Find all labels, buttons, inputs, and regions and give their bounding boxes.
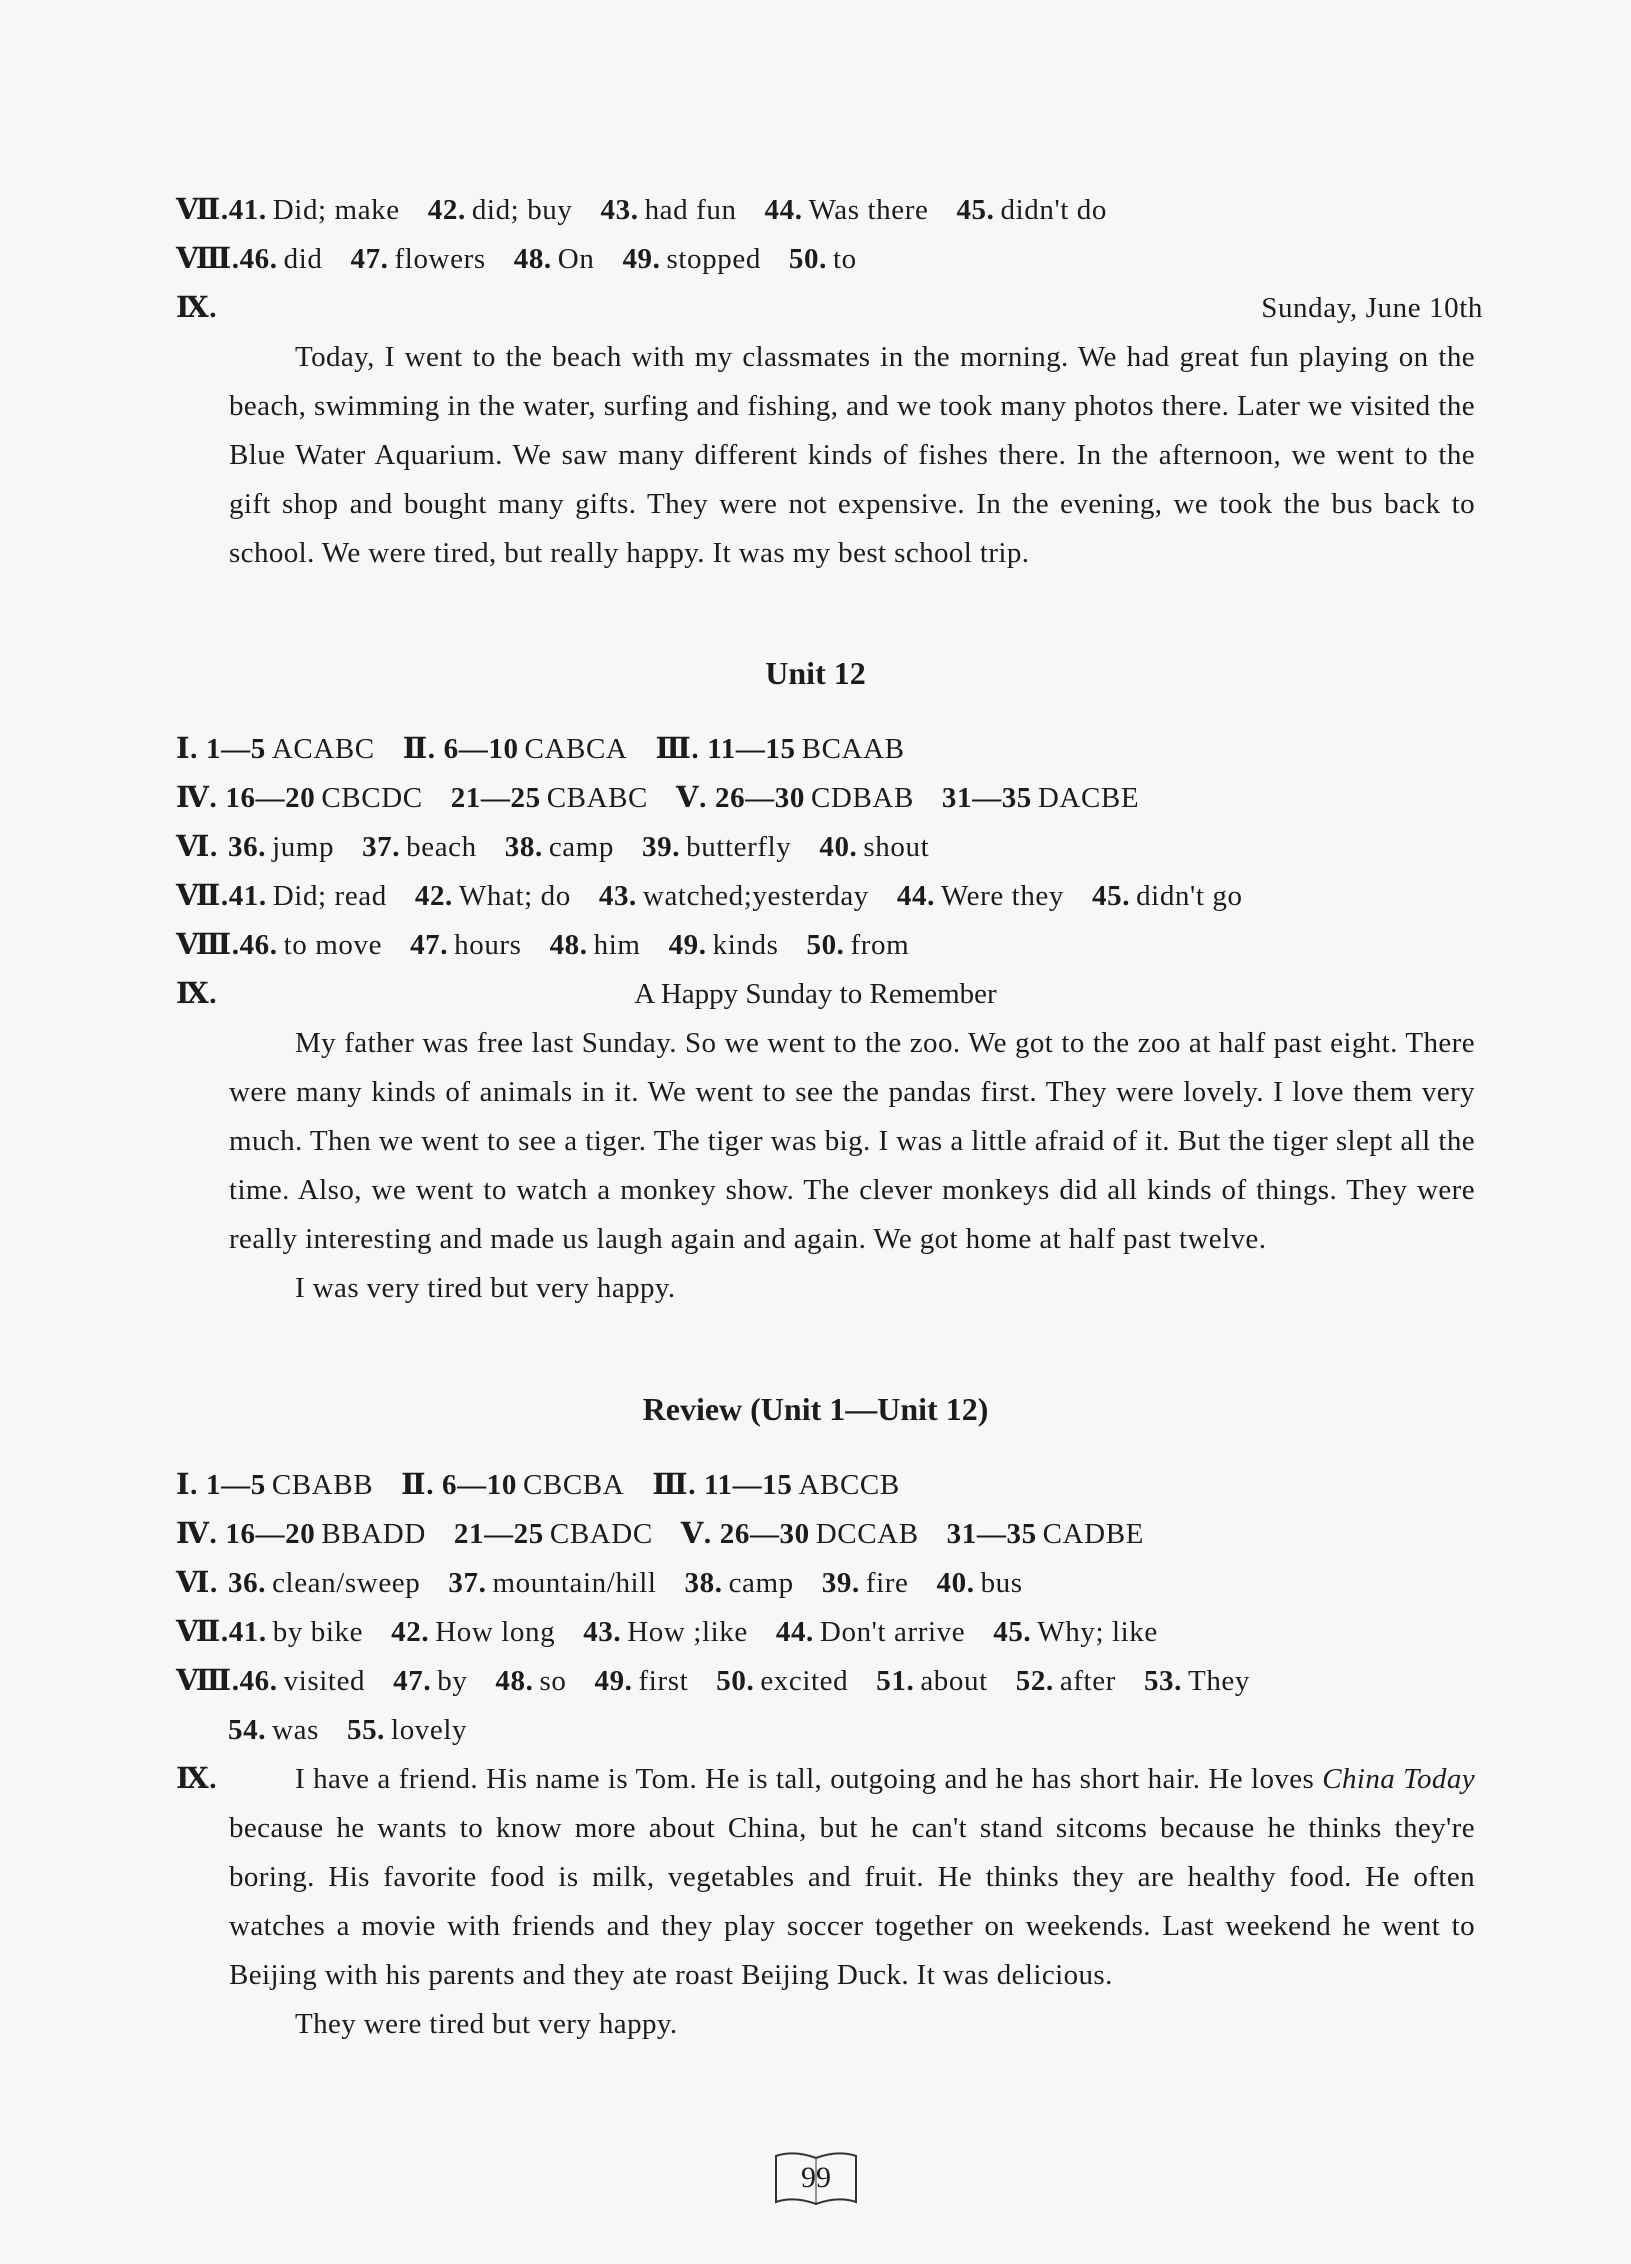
answer-group (401, 1469, 624, 1501)
answer-row-ix-top (176, 284, 1483, 333)
section-roman: Ⅷ. (176, 929, 240, 961)
section-roman: Ⅵ. (176, 831, 218, 863)
answer-row-review-2 (176, 1510, 1483, 1559)
section-roman: Ⅴ. (676, 782, 707, 814)
answer-item (347, 1714, 467, 1746)
answer-row-unit12-vii (176, 872, 1483, 921)
answer-item (410, 929, 522, 961)
section-roman: Ⅷ. (176, 1665, 240, 1697)
question-number: 36. (228, 1567, 267, 1599)
answer-group (681, 1518, 919, 1550)
unit-12-heading: Unit 12 (765, 655, 866, 691)
section-roman: Ⅳ. (176, 1518, 218, 1550)
answer-item (505, 831, 614, 863)
answer-item (229, 1616, 363, 1648)
question-number: 44. (896, 880, 935, 912)
question-range: 6—10 (443, 733, 519, 765)
answer-text: shout (863, 831, 930, 863)
question-number: 47. (350, 243, 389, 275)
question-number: 48. (495, 1665, 534, 1697)
question-number: 44. (764, 194, 803, 226)
question-number: 37. (448, 1567, 487, 1599)
question-number: 53. (1143, 1665, 1183, 1697)
question-number: 44. (775, 1616, 814, 1648)
answer-group (451, 782, 648, 814)
question-number: 47. (410, 929, 449, 961)
question-range: 1—5 (206, 1469, 266, 1501)
essay-text: I have a friend. His name is Tom. He is tall, outgoing and he has short hair. He loves (295, 1763, 1323, 1795)
answer-item (393, 1665, 467, 1697)
question-range: 6—10 (442, 1469, 517, 1501)
answer-item (240, 929, 383, 961)
answer-letters: CBABC (546, 782, 649, 814)
question-number: 37. (362, 831, 401, 863)
answer-text: Were they (940, 880, 1064, 912)
essay-unit12 (229, 1019, 1475, 1313)
question-number: 54. (228, 1714, 267, 1746)
answer-text: visited (283, 1665, 366, 1697)
question-range: 16—20 (225, 782, 316, 814)
question-range: 1—5 (206, 733, 266, 765)
answer-item (229, 880, 387, 912)
question-number: 40. (819, 831, 858, 863)
answer-item (228, 1567, 420, 1599)
question-range: 11—15 (707, 733, 796, 765)
answer-item (448, 1567, 656, 1599)
answer-text: him (593, 929, 641, 961)
question-number: 50. (716, 1665, 755, 1697)
answer-text: mountain/hill (492, 1567, 657, 1599)
question-number: 45. (993, 1616, 1032, 1648)
question-number: 47. (393, 1665, 432, 1697)
answer-group (176, 1469, 373, 1501)
question-number: 48. (549, 929, 588, 961)
answer-text: stopped (666, 243, 761, 275)
answer-text: hours (454, 929, 522, 961)
question-number: 49. (622, 243, 661, 275)
answer-text: Did; read (272, 880, 387, 912)
answer-group (176, 782, 423, 814)
section-roman: Ⅸ. (176, 1763, 218, 1795)
answer-item (428, 194, 573, 226)
section-roman: Ⅰ. (176, 1469, 199, 1501)
answer-group (652, 1469, 900, 1501)
answer-item (514, 243, 595, 275)
answer-text: after (1059, 1665, 1116, 1697)
answer-row-unit12-vi (176, 823, 1483, 872)
answer-item (716, 1665, 848, 1697)
answer-group (176, 1518, 426, 1550)
answer-text: jump (272, 831, 335, 863)
question-number: 38. (684, 1567, 723, 1599)
answer-item (229, 194, 400, 226)
answer-text: butterfly (686, 831, 792, 863)
answer-text: from (850, 929, 910, 961)
answer-text: excited (760, 1665, 849, 1697)
answer-row-unit12-1 (176, 725, 1483, 774)
answer-row-unit12-2 (176, 774, 1483, 823)
question-number: 50. (788, 243, 827, 275)
essay-paragraph: They were tired but very happy. (295, 2008, 678, 2040)
answer-group (947, 1518, 1144, 1550)
answer-letters: DCCAB (815, 1518, 919, 1550)
section-roman: Ⅶ. (176, 880, 229, 912)
answer-item (240, 243, 323, 275)
question-range: 26—30 (719, 1518, 810, 1550)
question-number: 49. (668, 929, 707, 961)
answer-item (1016, 1665, 1116, 1697)
question-number: 50. (806, 929, 845, 961)
page-number: 99 (801, 2161, 831, 2194)
answer-text: had fun (644, 194, 737, 226)
answer-group (403, 733, 628, 765)
answer-text: didn't go (1136, 880, 1243, 912)
section-roman: Ⅷ. (176, 243, 240, 275)
answer-group (655, 733, 904, 765)
answer-item (240, 1665, 366, 1697)
essay-top (229, 333, 1475, 578)
answer-item (789, 243, 857, 275)
answer-row-unit12-viii (176, 921, 1483, 970)
answer-letters: CBCBA (522, 1469, 625, 1501)
answer-row-vii-top (176, 186, 1483, 235)
answer-item (669, 929, 779, 961)
answer-text: Did; make (272, 194, 400, 226)
answer-item (765, 194, 929, 226)
question-range: 11—15 (704, 1469, 793, 1501)
section-roman: Ⅶ. (176, 194, 229, 226)
answer-text: bus (980, 1567, 1023, 1599)
answer-letters: CBCDC (321, 782, 423, 814)
question-number: 52. (1015, 1665, 1054, 1697)
answer-row-review-vii (176, 1608, 1483, 1657)
question-range: 31—35 (941, 782, 1032, 814)
question-number: 42. (414, 880, 453, 912)
answer-text: fire (865, 1567, 909, 1599)
answer-row-review-viii-cont (176, 1706, 1483, 1755)
section-roman: Ⅲ. (655, 733, 700, 765)
question-number: 43. (600, 194, 639, 226)
answer-text: camp (548, 831, 615, 863)
section-roman: Ⅱ. (402, 733, 436, 765)
answer-item (822, 1567, 909, 1599)
answer-letters: CDBAB (810, 782, 914, 814)
question-number: 46. (239, 1665, 278, 1697)
question-range: 31—35 (946, 1518, 1037, 1550)
answer-item (937, 1567, 1023, 1599)
answer-text: was (272, 1714, 319, 1746)
answer-item (993, 1616, 1158, 1648)
answer-text: beach (406, 831, 477, 863)
answer-text: did (283, 243, 323, 275)
answer-row-viii-top (176, 235, 1483, 284)
answer-text: to move (283, 929, 383, 961)
answer-text: Why; like (1037, 1616, 1158, 1648)
answer-text: did; buy (471, 194, 573, 226)
answer-letters: CADBE (1042, 1518, 1144, 1550)
answer-item (776, 1616, 965, 1648)
section-roman: Ⅵ. (176, 1567, 218, 1599)
answer-item (876, 1665, 988, 1697)
question-number: 41. (228, 880, 267, 912)
section-roman: Ⅸ. (176, 292, 218, 324)
answer-item (599, 880, 869, 912)
answer-text: camp (728, 1567, 794, 1599)
question-number: 41. (228, 194, 267, 226)
section-roman: Ⅸ. (176, 978, 218, 1010)
answer-text: by bike (272, 1616, 364, 1648)
answer-item (806, 929, 909, 961)
essay-review (229, 1755, 1475, 2049)
answer-item (350, 243, 485, 275)
answer-group (676, 782, 914, 814)
answer-text: How long (435, 1616, 556, 1648)
answer-item (228, 831, 334, 863)
answer-item (642, 831, 791, 863)
essay-paragraph: Today, I went to the beach with my classmates in the morning. We had great fun playing on the beach, swimming in the water, surfing and fishing, and we took many photos there. Later we visited the Blue Water Aquarium. We saw many different kinds of fishes there. In the afternoon, we went to the gift shop and bought many gifts. They were not expensive. In the evening, we took the bus back to school. We were tired, but really happy. It was my best school trip. (229, 341, 1475, 569)
answer-text: first (638, 1665, 689, 1697)
essay-paragraph: I was very tired but very happy. (295, 1272, 676, 1304)
answer-text: about (920, 1665, 988, 1697)
answer-row-review-viii (176, 1657, 1483, 1706)
question-number: 48. (513, 243, 552, 275)
review-heading: Review (Unit 1—Unit 12) (642, 1391, 989, 1427)
section-roman: Ⅳ. (176, 782, 218, 814)
question-number: 42. (427, 194, 466, 226)
section-roman: Ⅱ. (401, 1469, 435, 1501)
answer-text: Was there (808, 194, 929, 226)
answer-text: How ;like (627, 1616, 748, 1648)
answer-item (622, 243, 760, 275)
answer-item (956, 194, 1107, 226)
question-number: 39. (821, 1567, 860, 1599)
question-number: 45. (956, 194, 995, 226)
answer-item (495, 1665, 566, 1697)
answer-text: They (1188, 1665, 1251, 1697)
question-number: 55. (346, 1714, 386, 1746)
answer-text: didn't do (1000, 194, 1107, 226)
answer-text: lovely (391, 1714, 468, 1746)
essay-paragraph: My father was free last Sunday. So we went to the zoo. We got to the zoo at half past eight. There were many kinds of animals in it. We went to see the pandas first. They were lovely. I love them very much. Then we went to see a tiger. The tiger was big. I was a little afraid of it. But the tiger slept all the time. Also, we went to watch a monkey show. The clever monkeys did all kinds of things. They were really interesting and made us laugh again and again. We got home at half past twelve. (229, 1027, 1475, 1255)
question-number: 43. (583, 1616, 622, 1648)
answer-letters: ABCCB (798, 1469, 900, 1501)
section-roman: Ⅲ. (652, 1469, 697, 1501)
answer-item (601, 194, 737, 226)
answer-text: Don't arrive (819, 1616, 966, 1648)
answer-item (685, 1567, 794, 1599)
answer-letters: BCAAB (801, 733, 905, 765)
tv-show-title: China Today (1322, 1763, 1475, 1795)
section-roman: Ⅰ. (176, 733, 199, 765)
question-number: 42. (391, 1616, 430, 1648)
essay-text: because he wants to know more about China, but he can't stand sitcoms because he thinks they're boring. His favorite food is milk, vegetables and fruit. He thinks they are healthy food. He often watches a movie with friends and they play soccer together on weekends. Last weekend he went to Beijing with his parents and they ate roast Beijing Duck. It was delicious. (229, 1812, 1475, 1991)
question-number: 43. (598, 880, 637, 912)
answer-item (1092, 880, 1243, 912)
question-range: 21—25 (453, 1518, 544, 1550)
question-number: 41. (228, 1616, 267, 1648)
answer-text: clean/sweep (272, 1567, 421, 1599)
essay-paragraph (229, 1755, 1475, 2000)
answer-text: flowers (394, 243, 486, 275)
answer-item (583, 1616, 748, 1648)
question-number: 40. (936, 1567, 975, 1599)
answer-text: so (539, 1665, 567, 1697)
question-number: 36. (228, 831, 267, 863)
answer-item (594, 1665, 688, 1697)
question-number: 45. (1092, 880, 1131, 912)
answer-text: On (557, 243, 595, 275)
essay-date: Sunday, June 10th (1261, 292, 1483, 324)
answer-item (819, 831, 929, 863)
question-number: 51. (876, 1665, 915, 1697)
answer-row-review-vi (176, 1559, 1483, 1608)
answer-group (454, 1518, 653, 1550)
section-roman: Ⅴ. (680, 1518, 712, 1550)
answer-text: kinds (712, 929, 779, 961)
answer-letters: CBADC (549, 1518, 653, 1550)
answer-item (897, 880, 1064, 912)
question-number: 46. (239, 929, 278, 961)
section-roman: Ⅶ. (176, 1616, 229, 1648)
answer-item (228, 1714, 319, 1746)
answer-text: watched;yesterday (642, 880, 869, 912)
answer-text: What; do (458, 880, 571, 912)
answer-item (1144, 1665, 1250, 1697)
answer-letters: CABCA (524, 733, 628, 765)
answer-item (362, 831, 477, 863)
answer-letters: ACABC (271, 733, 375, 765)
page-number-badge (772, 2148, 860, 2210)
question-number: 38. (504, 831, 543, 863)
answer-letters: DACBE (1037, 782, 1140, 814)
answer-letters: BBADD (321, 1518, 426, 1550)
answer-text: to (832, 243, 857, 275)
question-number: 39. (642, 831, 681, 863)
question-number: 46. (239, 243, 278, 275)
question-range: 21—25 (450, 782, 541, 814)
answer-letters: CBABB (271, 1469, 374, 1501)
essay-title: A Happy Sunday to Remember (634, 978, 997, 1010)
answer-item (415, 880, 571, 912)
question-range: 26—30 (714, 782, 805, 814)
answer-group (176, 733, 375, 765)
answer-text: by (437, 1665, 468, 1697)
answer-item (391, 1616, 555, 1648)
answer-item (550, 929, 641, 961)
answer-row-review-1 (176, 1461, 1483, 1510)
answer-group (942, 782, 1139, 814)
question-range: 16—20 (225, 1518, 316, 1550)
question-number: 49. (594, 1665, 633, 1697)
